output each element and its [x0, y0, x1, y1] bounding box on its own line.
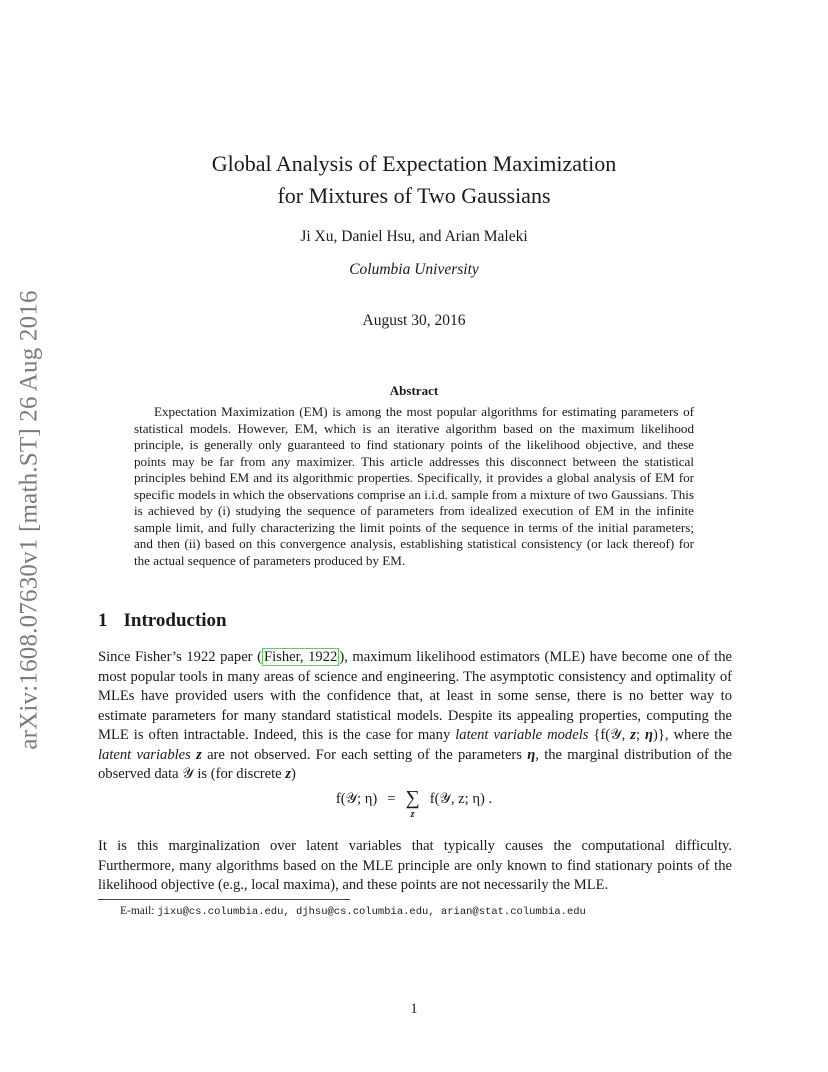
footnote: [120, 905, 586, 918]
emphasis: latent variable models: [455, 727, 589, 743]
citation-link[interactable]: Fisher, 1922: [264, 649, 338, 665]
math-symbol: z: [285, 766, 291, 782]
page-number: 1: [410, 1001, 418, 1017]
text-run: Since Fisher’s 1922 paper (: [98, 649, 262, 665]
math-symbol: η: [645, 727, 654, 743]
affiliation: Columbia University: [349, 261, 479, 278]
emphasis: latent variables: [98, 746, 191, 763]
section-heading: [98, 610, 227, 632]
math-symbol: z: [196, 746, 202, 763]
section-title: Introduction: [123, 610, 227, 631]
arxiv-stamp: [10, 266, 50, 774]
title-line-2: for Mixtures of Two Gaussians: [277, 183, 551, 208]
title-line-1: Global Analysis of Expectation Maximization: [211, 151, 617, 176]
authors: Ji Xu, Daniel Hsu, and Arian Maleki: [300, 228, 528, 245]
abstract-text: Expectation Maximization (EM) is among the most popular algorithms for estimating parameters of statistical models. However, EM, which is an iterative algorithm based on the maximum likelihood principle, is generally only guaranteed to find stationary points of the likelihood objective, and these points may be far from any maximizer. This article addresses this disconnect between the statistical principles behind EM and its algorithmic properties. Specifically, it provides a global analysis of EM for specific models in which the observations comprise an i.i.d. sample from a mixture of two Gaussians. This is achieved by (i) studying the sequence of parameters from idealized execution of EM in the infinite sample limit, and fully characterizing the limit points of the sequence in terms of the initial parameters; and then (ii) based on this convergence analysis, establishing statistical consistency (or lack thereof) for the actual sequence of parameters produced by EM.: [134, 404, 694, 568]
equation-rhs: f(𝒴, z; η) .: [429, 791, 493, 807]
arxiv-identifier: arXiv:1608.07630v1 [math.ST] 26 Aug 2016: [16, 290, 44, 750]
text-run: ): [291, 766, 296, 782]
sum-symbol: ∑: [405, 787, 420, 809]
summation: [405, 788, 419, 820]
intro-paragraph-1: [98, 648, 732, 785]
section-number: 1: [98, 610, 108, 631]
date: August 30, 2016: [362, 312, 466, 329]
equation-lhs: f(𝒴; η): [335, 791, 378, 807]
intro-paragraph-2: It is this marginalization over latent variables that typically causes the computational difficulty. Furthermore, many algorithms based on the MLE principle are only known to find stationary points of the likelihood objective (e.g., local maxima), and these points are not necessarily the MLE.: [98, 838, 732, 893]
display-equation: [0, 788, 828, 828]
footnote-rule: [98, 899, 350, 900]
abstract-heading: Abstract: [389, 383, 439, 398]
math-symbol: η: [527, 746, 536, 763]
sum-subscript: z: [410, 809, 415, 820]
math-run: ;: [635, 727, 645, 743]
footnote-emails: jixu@cs.columbia.edu, djhsu@cs.columbia.edu, arian@stat.columbia.edu: [157, 906, 586, 918]
text-run: )}, where the: [653, 727, 732, 743]
equation-equals: =: [387, 791, 396, 807]
footnote-label: E-mail:: [120, 905, 158, 917]
math-run: {f(𝒴,: [588, 727, 631, 743]
paper-title: [0, 148, 828, 212]
text-run: are not observed. For each setting of the parameters: [201, 746, 528, 763]
text-run: , the marginal distribution of the observed data 𝒴 is (for discrete: [98, 746, 732, 782]
math-symbol: z: [630, 727, 636, 743]
text-run: ), maximum likelihood estimators (MLE) have become one of the most popular tools in many areas of science and engineering. The asymptotic consistency and optimality of MLEs have provided users with the confidence that, at least in some sense, there is no better way to estimate parameters for many standard statistical models. Despite its appealing properties, computing the MLE is often intractable. Indeed, this is the case for many: [98, 649, 732, 743]
